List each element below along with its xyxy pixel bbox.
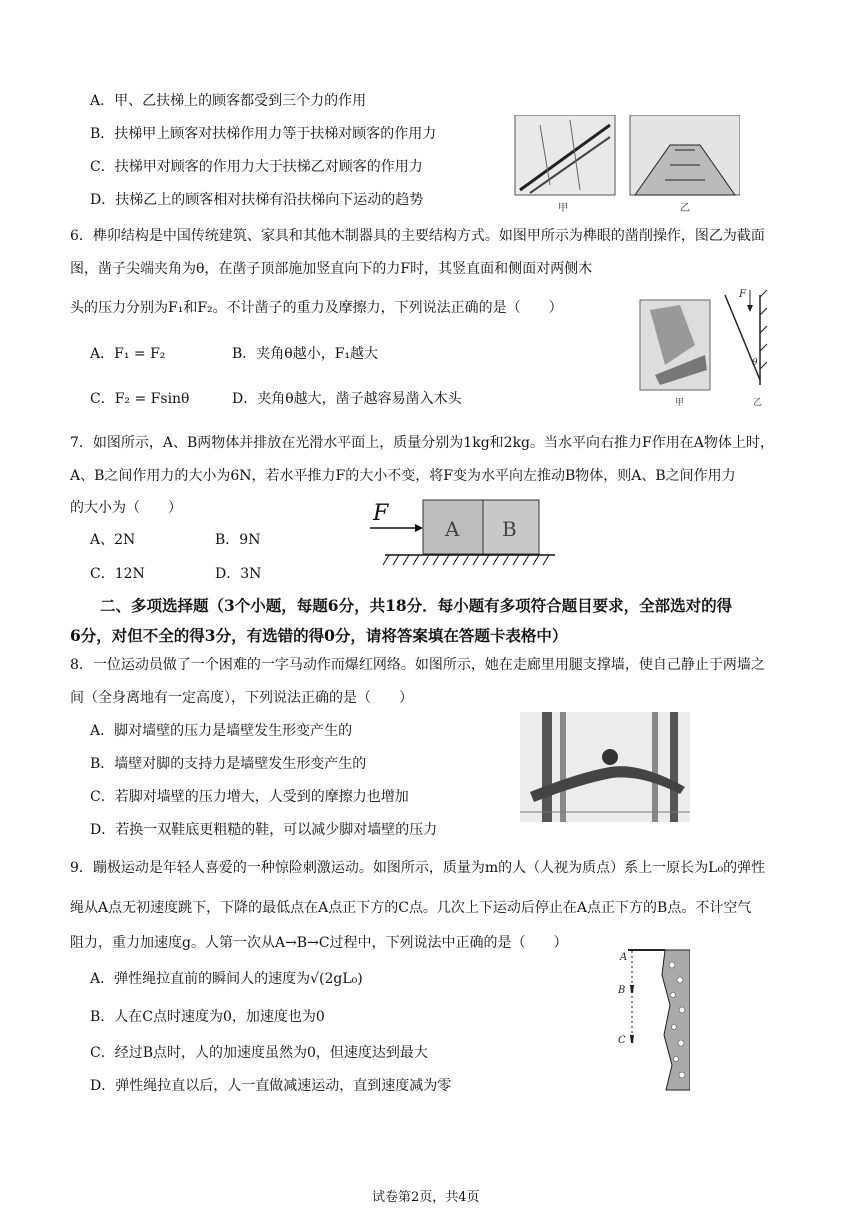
q9-option-c: C．经过B点时，人的加速度虽然为0，但速度达到最大 — [90, 1045, 428, 1061]
q9-option-a: A．弹性绳拉直前的瞬间人的速度为√(2gL₀) — [90, 971, 363, 987]
chisel-figure — [635, 285, 775, 410]
q7-option-c: C．12N — [90, 566, 145, 582]
q5-option-b: B．扶梯甲上顾客对扶梯作用力等于扶梯对顾客的作用力 — [90, 126, 437, 142]
q7-option-d: D．3N — [215, 566, 262, 582]
q6-stem-line2: 图，凿子尖端夹角为θ，在凿子顶部施加竖直向下的力F时，其竖直面和侧面对两侧木 — [70, 261, 593, 277]
q8-option-b: B．墙壁对脚的支持力是墙壁发生形变产生的 — [90, 756, 367, 772]
q7-stem-line2: A、B之间作用力的大小为6N，若水平推力F的大小不变，将F变为水平向左推动B物体，则A、B之间作用力 — [70, 468, 736, 484]
escalator-label-yi: 乙 — [680, 203, 690, 214]
escalator-figure — [510, 115, 740, 215]
chisel-label-jia: 甲 — [675, 398, 685, 408]
bungee-point-b: B — [618, 985, 626, 996]
q8-option-d: D．若换一双鞋底更粗糙的鞋，可以减少脚对墙壁的压力 — [90, 822, 438, 838]
q7-option-a: A、2N — [90, 532, 136, 548]
blocks-figure — [365, 495, 565, 570]
q9-stem-line1: 9．蹦极运动是年轻人喜爱的一种惊险刺激运动。如图所示，质量为m的人（人视为质点）系上一原长为L₀的弹性 — [70, 860, 766, 876]
q6-option-c: C．F₂ = Fsinθ — [90, 391, 190, 407]
q9-stem-line2: 绳从A点无初速度跳下，下降的最低点在A点正下方的C点。几次上下运动后停止在A点正下方的B点。不计空气 — [70, 900, 752, 916]
q9-stem-line3: 阻力，重力加速度g。人第一次从A→B→C过程中，下列说法中正确的是（ ） — [70, 935, 568, 951]
q9-option-b: B．人在C点时速度为0，加速度也为0 — [90, 1009, 325, 1025]
chisel-force-label: F — [739, 289, 746, 300]
q7-stem-line3: 的大小为（ ） — [70, 500, 182, 516]
q9-option-d: D．弹性绳拉直以后，人一直做减速运动，直到速度减为零 — [90, 1078, 452, 1094]
q8-option-c: C．若脚对墙壁的压力增大，人受到的摩擦力也增加 — [90, 789, 409, 805]
q6-option-a: A．F₁ = F₂ — [90, 346, 166, 362]
blocks-force-label: F — [373, 501, 389, 526]
bungee-point-c: C — [618, 1035, 626, 1046]
block-a-label: A — [445, 517, 460, 541]
q7-stem-line1: 7．如图所示，A、B两物体并排放在光滑水平面上，质量分别为1kg和2kg。当水平向右推力F作用在A物体上时， — [70, 435, 774, 451]
q6-stem-line3: 头的压力分别为F₁和F₂。不计凿子的重力及摩擦力，下列说法正确的是（ ） — [70, 300, 563, 316]
q6-option-d: D．夹角θ越大，凿子越容易凿入木头 — [232, 391, 462, 407]
q8-option-a: A．脚对墙壁的压力是墙壁发生形变产生的 — [90, 723, 353, 739]
chisel-label-yi: 乙 — [753, 398, 763, 408]
escalator-label-jia: 甲 — [558, 203, 568, 214]
q5-option-c: C．扶梯甲对顾客的作用力大于扶梯乙对顾客的作用力 — [90, 159, 423, 175]
q5-option-a: A．甲、乙扶梯上的顾客都受到三个力的作用 — [90, 93, 367, 109]
q6-stem-line1: 6．榫卯结构是中国传统建筑、家具和其他木制器具的主要结构方式。如图甲所示为榫眼的凿削操作，图乙为截面 — [70, 228, 765, 244]
section2-heading-line1: 二、多项选择题（3个小题，每题6分，共18分．每小题有多项符合题目要求，全部选对的得 — [100, 596, 733, 615]
page-footer: 试卷第2页，共4页 — [372, 1190, 480, 1205]
q8-stem-line2: 间（全身离地有一定高度），下列说法正确的是（ ） — [70, 690, 413, 706]
bungee-point-a: A — [620, 952, 628, 963]
q5-option-d: D．扶梯乙上的顾客相对扶梯有沿扶梯向下运动的趋势 — [90, 192, 424, 208]
section2-heading-line2: 6分，对但不全的得3分，有选错的得0分，请将答案填在答题卡表格中） — [70, 626, 568, 645]
bungee-figure — [610, 935, 690, 1095]
block-b-label: B — [502, 517, 517, 541]
q8-stem-line1: 8．一位运动员做了一个困难的一字马动作而爆红网络。如图所示，她在走廊里用腿支撑墙，使自己静止于两墙之 — [70, 657, 765, 673]
q7-option-b: B．9N — [215, 532, 261, 548]
chisel-angle-label: θ — [752, 358, 758, 368]
split-figure — [520, 712, 690, 822]
q6-option-b: B．夹角θ越小，F₁越大 — [232, 346, 379, 362]
